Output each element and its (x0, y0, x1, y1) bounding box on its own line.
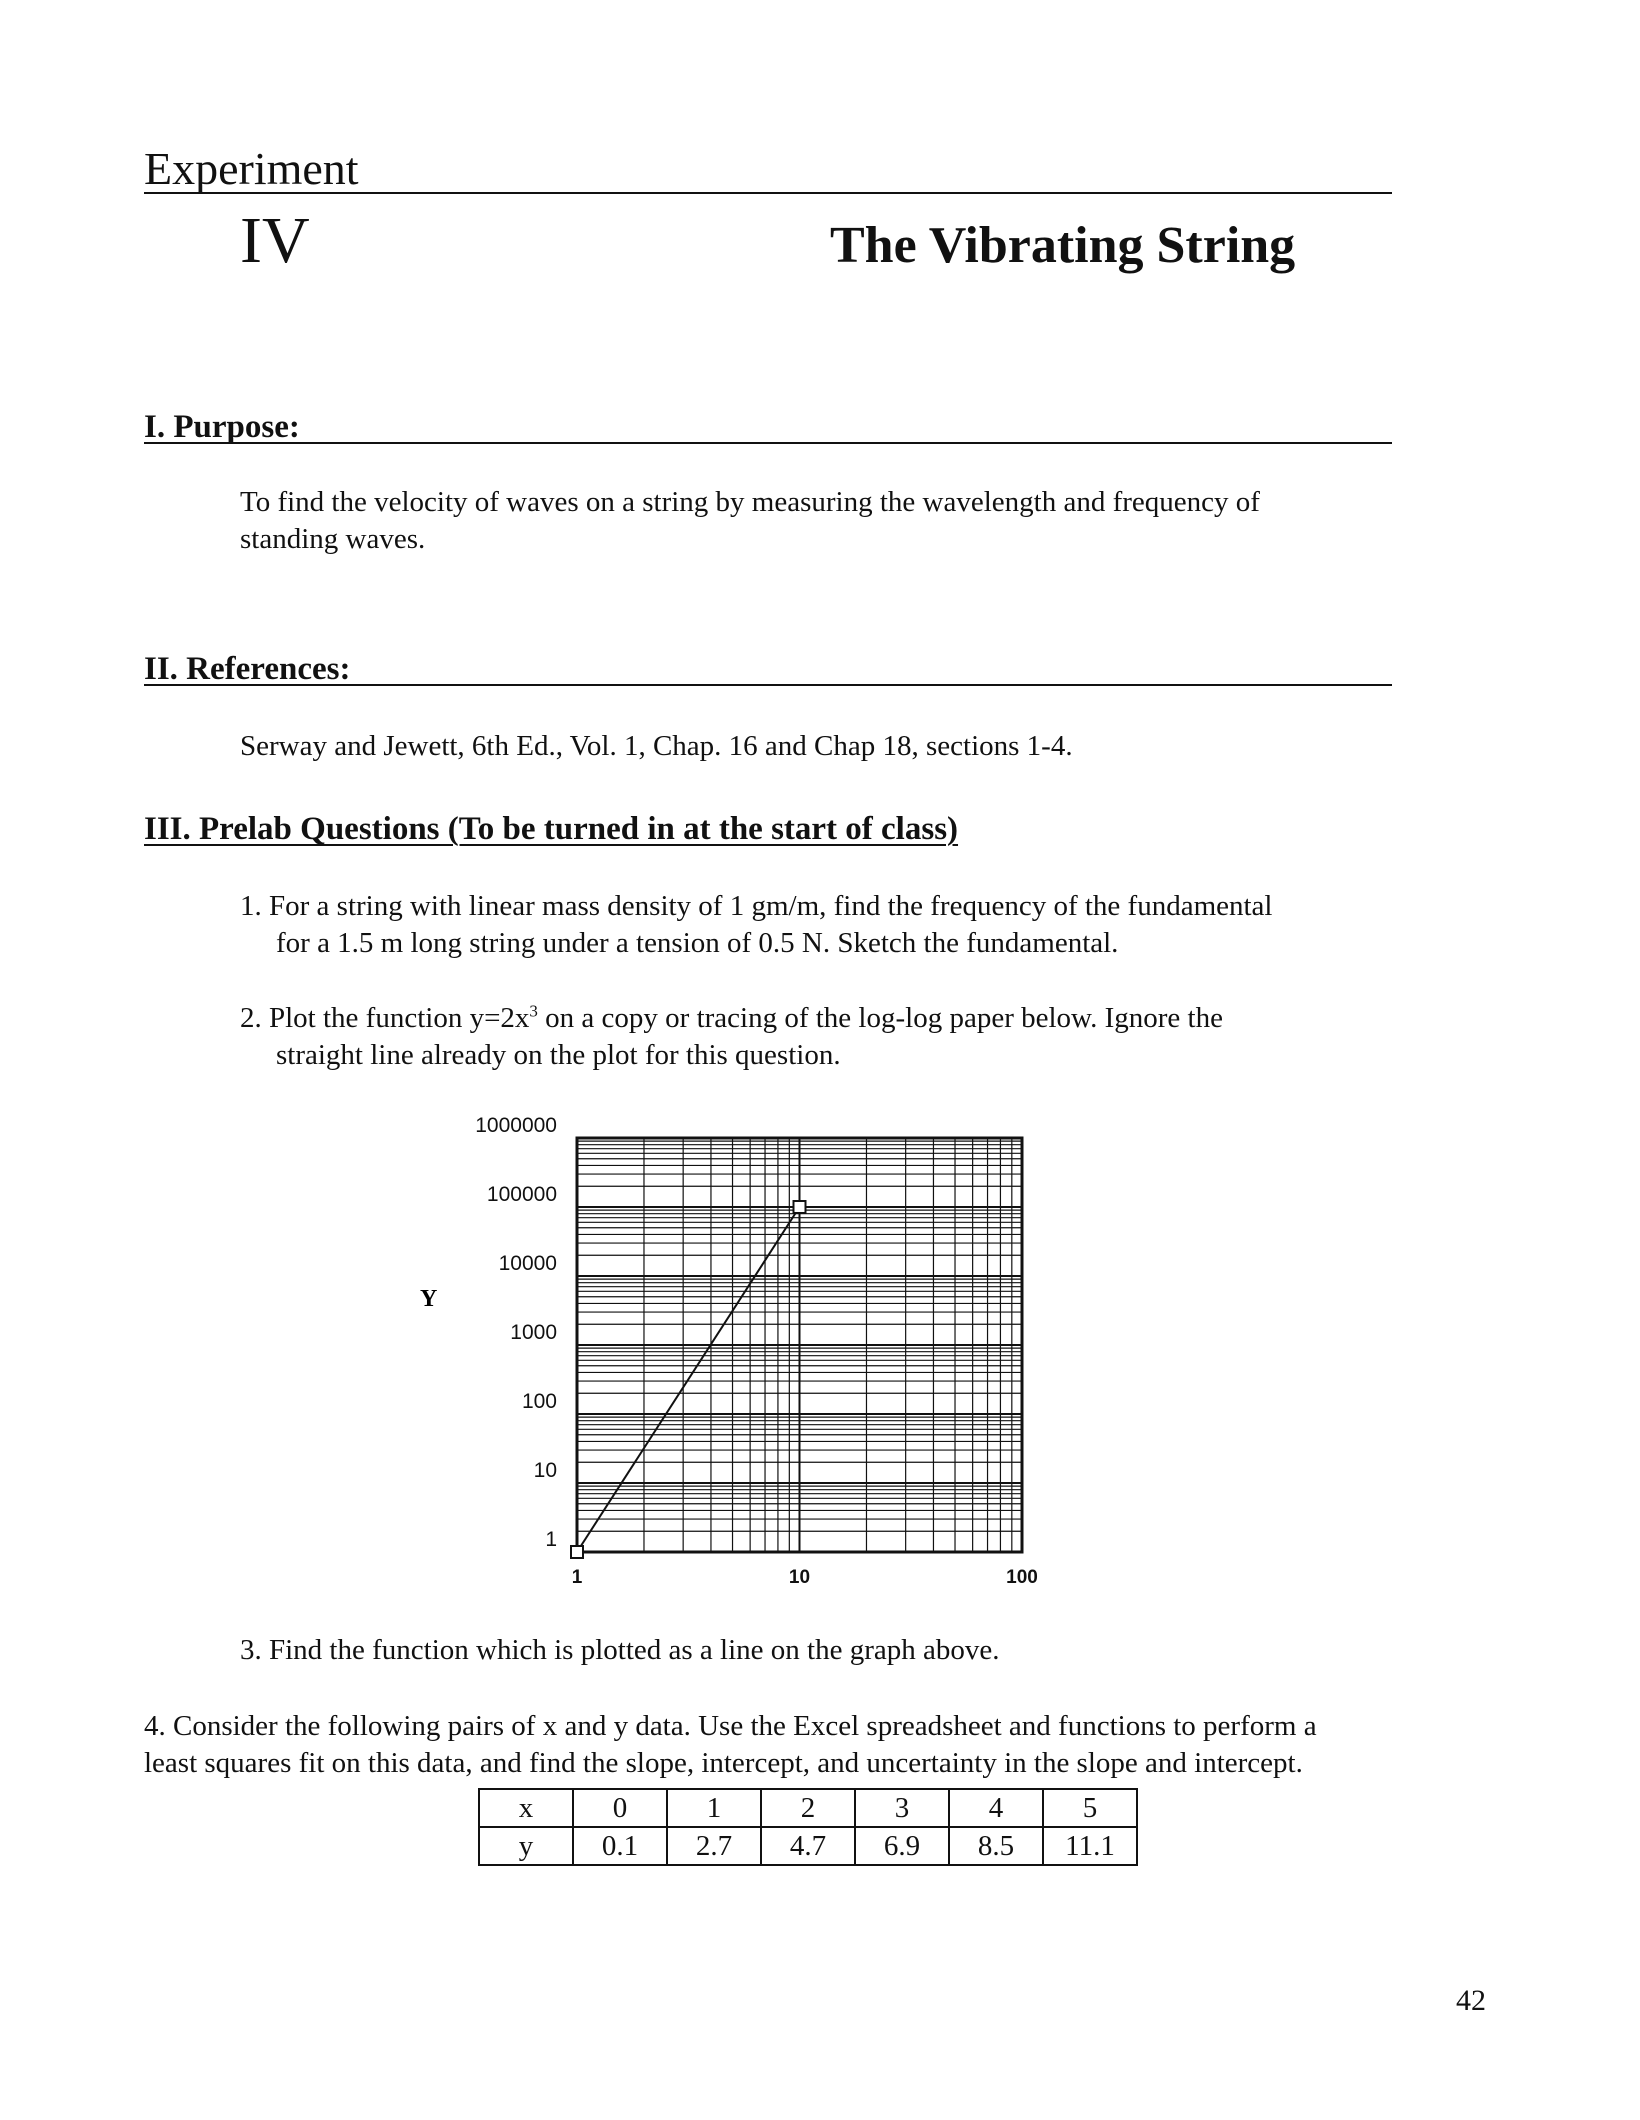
x-tick-label: 100 (1006, 1567, 1038, 1588)
page-number: 42 (1456, 1984, 1486, 2017)
question-2-text-a: 2. Plot the function y=2x (240, 1002, 530, 1034)
question-2 (240, 1000, 1436, 1074)
table-cell: 8.5 (949, 1827, 1043, 1865)
y-tick-label: 100000 (486, 1183, 557, 1206)
x-tick-label: 1 (571, 1567, 583, 1588)
y-tick-labels (475, 1114, 557, 1551)
references-rule (144, 684, 1392, 686)
data-table (478, 1788, 1138, 1866)
purpose-line-2: standing waves. (240, 523, 426, 555)
experiment-label: Experiment (144, 143, 359, 194)
y-tick-label: 100 (521, 1390, 557, 1413)
purpose-text (240, 484, 1400, 558)
table-cell: 6.9 (855, 1827, 949, 1865)
table-cell: 3 (855, 1789, 949, 1827)
question-3: 3. Find the function which is plotted as a line on the graph above. (240, 1634, 1000, 1666)
table-cell: 1 (667, 1789, 761, 1827)
y-axis-label: Y (420, 1286, 438, 1312)
table-cell: y (479, 1827, 573, 1865)
table-row-x (479, 1789, 1137, 1827)
question-4-line-1: 4. Consider the following pairs of x and y data. Use the Excel spreadsheet and functions to perform a (144, 1710, 1317, 1742)
table-cell: 0 (573, 1789, 667, 1827)
table-cell: 2.7 (667, 1827, 761, 1865)
question-1-line-1: 1. For a string with linear mass density of 1 gm/m, find the frequency of the fundamental (240, 890, 1273, 922)
question-2-text-b: on a copy or tracing of the log-log paper below. Ignore the (537, 1002, 1223, 1034)
experiment-number: IV (240, 204, 310, 277)
x-tick-labels (572, 1567, 1038, 1588)
table-cell: 4.7 (761, 1827, 855, 1865)
y-tick-label: 1 (545, 1528, 557, 1551)
page-title: The Vibrating String (830, 217, 1296, 274)
question-1 (240, 888, 1436, 962)
header-rule (144, 192, 1392, 194)
table-cell: 11.1 (1043, 1827, 1137, 1865)
purpose-rule (144, 442, 1392, 444)
table-cell: x (479, 1789, 573, 1827)
table-cell: 5 (1043, 1789, 1137, 1827)
series-line (577, 1207, 800, 1552)
question-2-line-2: straight line already on the plot for this question. (276, 1039, 841, 1071)
y-tick-label: 1000000 (475, 1114, 557, 1137)
x-tick-label: 10 (788, 1567, 811, 1588)
table-cell: 0.1 (573, 1827, 667, 1865)
y-tick-label: 10000 (498, 1252, 557, 1275)
question-4-line-2: least squares fit on this data, and find the slope, intercept, and uncertainty in the slope and intercept. (144, 1747, 1303, 1779)
purpose-line-1: To find the velocity of waves on a string by measuring the wavelength and frequency of (240, 486, 1260, 518)
log-log-chart (400, 1110, 1100, 1600)
table-cell: 4 (949, 1789, 1043, 1827)
question-4 (144, 1708, 1444, 1782)
table-row-y (479, 1827, 1137, 1865)
prelab-heading: III. Prelab Questions (To be turned in at the start of class) (144, 811, 959, 847)
table-cell: 2 (761, 1789, 855, 1827)
data-point-marker (571, 1546, 583, 1558)
references-text: Serway and Jewett, 6th Ed., Vol. 1, Chap. 16 and Chap 18, sections 1-4. (240, 730, 1073, 762)
chart-series (571, 1201, 806, 1558)
question-2-exponent: 3 (529, 1001, 538, 1021)
references-heading: II. References: (144, 651, 351, 687)
data-point-marker (794, 1201, 806, 1213)
question-2-line-1 (240, 1000, 1436, 1037)
purpose-heading: I. Purpose: (144, 409, 300, 445)
question-1-line-2: for a 1.5 m long string under a tension of 0.5 N. Sketch the fundamental. (276, 927, 1119, 959)
y-tick-label: 10 (533, 1459, 557, 1482)
y-tick-label: 1000 (510, 1321, 557, 1344)
